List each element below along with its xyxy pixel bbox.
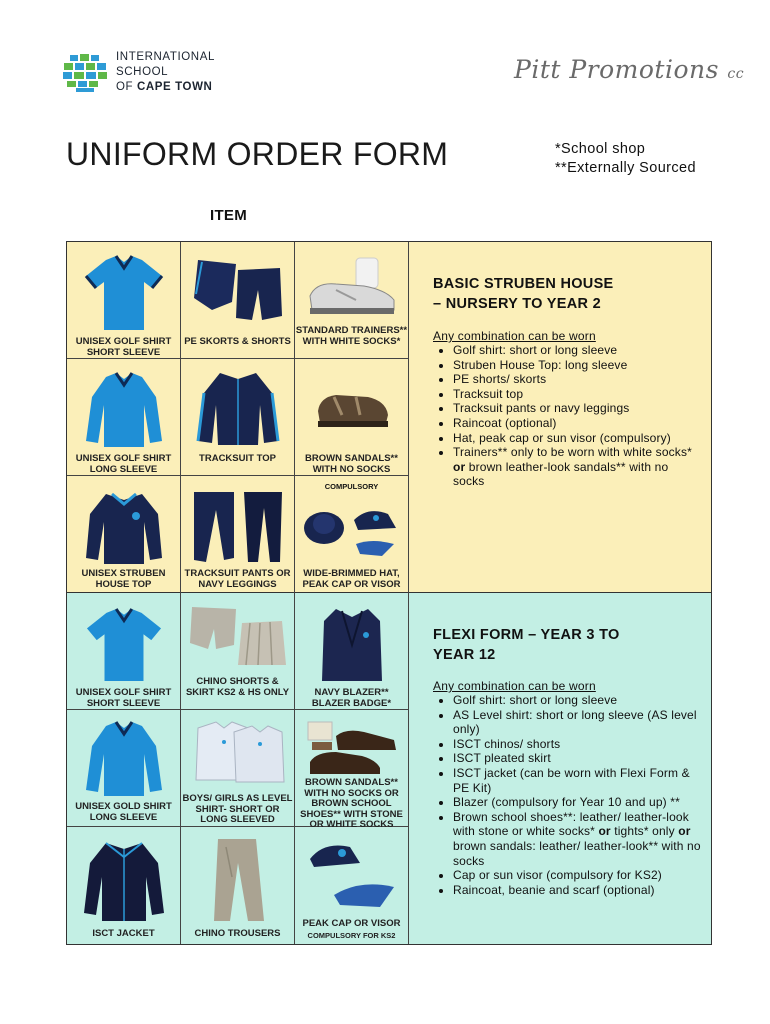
flexi-any-combination: Any combination can be worn: [433, 679, 596, 693]
page-title: UNIFORM ORDER FORM: [66, 136, 449, 172]
basic-item-trainers-label: STANDARD TRAINERS** WITH WHITE SOCKS*: [295, 325, 408, 347]
list-item: • ISCT chinos/ shorts: [453, 737, 703, 752]
flexi-item-isct-jacket-label: ISCT JACKET: [92, 928, 155, 939]
basic-item-headwear: [295, 476, 409, 593]
hat-cap-visor-icon: [302, 498, 402, 562]
flexi-item-golf-long: [67, 710, 181, 827]
basic-item-tracksuit-top: [181, 359, 295, 476]
shoes-or-2: or: [678, 824, 691, 839]
basic-item-brown-sandals-label: BROWN SANDALS** WITH NO SOCKS: [305, 453, 398, 475]
basic-bullet-list: [433, 343, 703, 489]
school-line-1: INTERNATIONAL: [116, 51, 215, 63]
flexi-item-school-shoes: [295, 710, 409, 830]
list-item: • Golf shirt: short or long sleeve: [453, 693, 703, 708]
flexi-item-blazer: [295, 593, 409, 710]
flexi-item-school-shoes-label: BROWN SANDALS** WITH NO SOCKS OR BROWN SCHOOL SHOES** WITH STONE OR WHITE SOCKS: [300, 777, 403, 830]
school-line-3: [116, 80, 215, 95]
flexi-item-golf-long-label: UNISEX GOLD SHIRT LONG SLEEVE: [75, 801, 172, 823]
flexi-item-golf-short: [67, 593, 181, 710]
globe-logo-icon: [60, 53, 110, 93]
cap-visor-icon: [304, 839, 400, 913]
basic-item-brown-sandals: [295, 359, 409, 476]
school-logo: [60, 50, 215, 95]
sandals-icon: [312, 381, 392, 431]
flexi-item-peak-cap-sub: COMPULSORY FOR KS2: [307, 931, 396, 940]
basic-heading-2: – NURSERY TO YEAR 2: [433, 296, 601, 312]
pitt-promotions-logo: [514, 55, 744, 84]
flexi-item-peak-cap: [295, 827, 409, 944]
list-item: • Blazer (compulsory for Year 10 and up) **: [453, 795, 703, 810]
shoes-or-1: or: [598, 824, 611, 839]
chino-trousers-icon: [208, 837, 268, 923]
basic-item-golf-long: [67, 359, 181, 476]
as-level-shirt-icon: [190, 720, 286, 786]
trainers-or: or: [453, 459, 466, 474]
blazer-icon: [320, 605, 384, 683]
legend-external: **Externally Sourced: [555, 160, 696, 176]
list-item: • Hat, peak cap or sun visor (compulsory): [453, 431, 703, 446]
basic-item-golf-short-label: UNISEX GOLF SHIRT SHORT SLEEVE: [75, 336, 172, 358]
flexi-item-golf-short-label: UNISEX GOLF SHIRT SHORT SLEEVE: [75, 687, 172, 709]
flexi-item-as-level-shirt: [181, 710, 295, 827]
school-line-2: SCHOOL: [116, 66, 169, 78]
list-item: • Golf shirt: short or long sleeve: [453, 343, 703, 358]
flexi-item-blazer-label: NAVY BLAZER** BLAZER BADGE*: [311, 687, 392, 709]
flexi-description: [433, 625, 703, 897]
basic-any-combination: Any combination can be worn: [433, 329, 596, 343]
list-item: • Tracksuit pants or navy leggings: [453, 401, 703, 416]
flexi-item-chino-shorts: [181, 593, 295, 710]
shoes-c: brown sandals: leather/ leather-look** with no socks: [453, 838, 701, 868]
school-line-3-of: OF: [116, 81, 137, 93]
basic-items-grid: [67, 242, 409, 592]
item-heading: ITEM: [210, 207, 248, 224]
list-item: • Raincoat, beanie and scarf (optional): [453, 883, 703, 898]
trainers-pre: Trainers** only to be worn with white socks*: [453, 445, 692, 460]
tracksuit-top-icon: [194, 369, 282, 447]
flexi-item-peak-cap-label: PEAK CAP OR VISOR: [302, 918, 401, 929]
flexi-heading-1: FLEXI FORM – YEAR 3 TO: [433, 627, 620, 643]
list-item: • Tracksuit top: [453, 387, 703, 402]
basic-item-tracksuit-pants-label: TRACKSUIT PANTS OR NAVY LEGGINGS: [184, 568, 291, 590]
list-item: • Struben House Top: long sleeve: [453, 358, 703, 373]
list-item: • Cap or sun visor (compulsory for KS2): [453, 868, 703, 883]
shoes-b: tights* only: [610, 824, 679, 839]
basic-compulsory-label: COMPULSORY: [324, 482, 379, 491]
school-name: [116, 50, 215, 95]
trainers-post: brown leather-look sandals** with no socks: [453, 459, 669, 489]
golf-shirt-short-icon: [84, 607, 164, 683]
flexi-section: [66, 593, 712, 945]
basic-item-tracksuit-pants: [181, 476, 295, 593]
list-item: [453, 445, 703, 489]
flexi-item-chino-trousers-label: CHINO TROUSERS: [194, 928, 281, 939]
pitt-suffix: cc: [727, 66, 745, 82]
pitt-brand: Pitt Promotions: [514, 55, 719, 84]
legend: [555, 140, 696, 178]
list-item: • PE shorts/ skorts: [453, 372, 703, 387]
school-line-3-cape-town: CAPE TOWN: [136, 81, 213, 93]
basic-item-struben-top-label: UNISEX STRUBEN HOUSE TOP: [81, 568, 166, 590]
school-shoes-icon: [302, 718, 402, 778]
legend-school-shop: *School shop: [555, 141, 646, 157]
flexi-items-grid: [67, 593, 409, 944]
basic-section: [66, 241, 712, 593]
golf-shirt-short-icon: [84, 254, 164, 332]
list-item: • AS Level shirt: short or long sleeve (AS level only): [453, 708, 703, 737]
golf-shirt-long-icon: [82, 720, 166, 798]
flexi-item-isct-jacket: [67, 827, 181, 944]
list-item: • ISCT pleated skirt: [453, 751, 703, 766]
flexi-heading-2: YEAR 12: [433, 647, 496, 663]
basic-item-headwear-label: WIDE-BRIMMED HAT, PEAK CAP OR VISOR: [302, 568, 401, 590]
tracksuit-pants-icon: [190, 488, 286, 566]
basic-heading-1: BASIC STRUBEN HOUSE: [433, 276, 614, 292]
basic-item-pe-skorts-label: PE SKORTS & SHORTS: [184, 336, 291, 347]
list-item: [453, 810, 703, 868]
flexi-item-as-level-shirt-label: BOYS/ GIRLS AS LEVEL SHIRT- SHORT OR LONG SLEEVED: [182, 793, 293, 825]
jacket-icon: [82, 839, 166, 923]
list-item: • Raincoat (optional): [453, 416, 703, 431]
struben-house-top-icon: [82, 488, 166, 566]
basic-item-pe-skorts: [181, 242, 295, 359]
basic-item-tracksuit-top-label: TRACKSUIT TOP: [199, 453, 276, 464]
shoes-a: Brown school shoes**: leather/ leather-look with stone or white socks*: [453, 809, 689, 839]
basic-item-struben-top: [67, 476, 181, 593]
basic-description: [433, 274, 703, 489]
basic-item-golf-short: [67, 242, 181, 359]
basic-item-trainers: [295, 242, 409, 359]
list-item: • ISCT jacket (can be worn with Flexi Form & PE Kit): [453, 766, 703, 795]
trainers-icon: [306, 256, 398, 322]
flexi-item-chino-shorts-label: CHINO SHORTS & SKIRT KS2 & HS ONLY: [185, 676, 290, 698]
pe-shorts-icon: [192, 254, 284, 324]
chino-shorts-skirt-icon: [188, 603, 288, 669]
flexi-item-chino-trousers: [181, 827, 295, 944]
basic-item-golf-long-label: UNISEX GOLF SHIRT LONG SLEEVE: [75, 453, 172, 475]
golf-shirt-long-icon: [82, 371, 166, 449]
flexi-bullet-list: [433, 693, 703, 897]
